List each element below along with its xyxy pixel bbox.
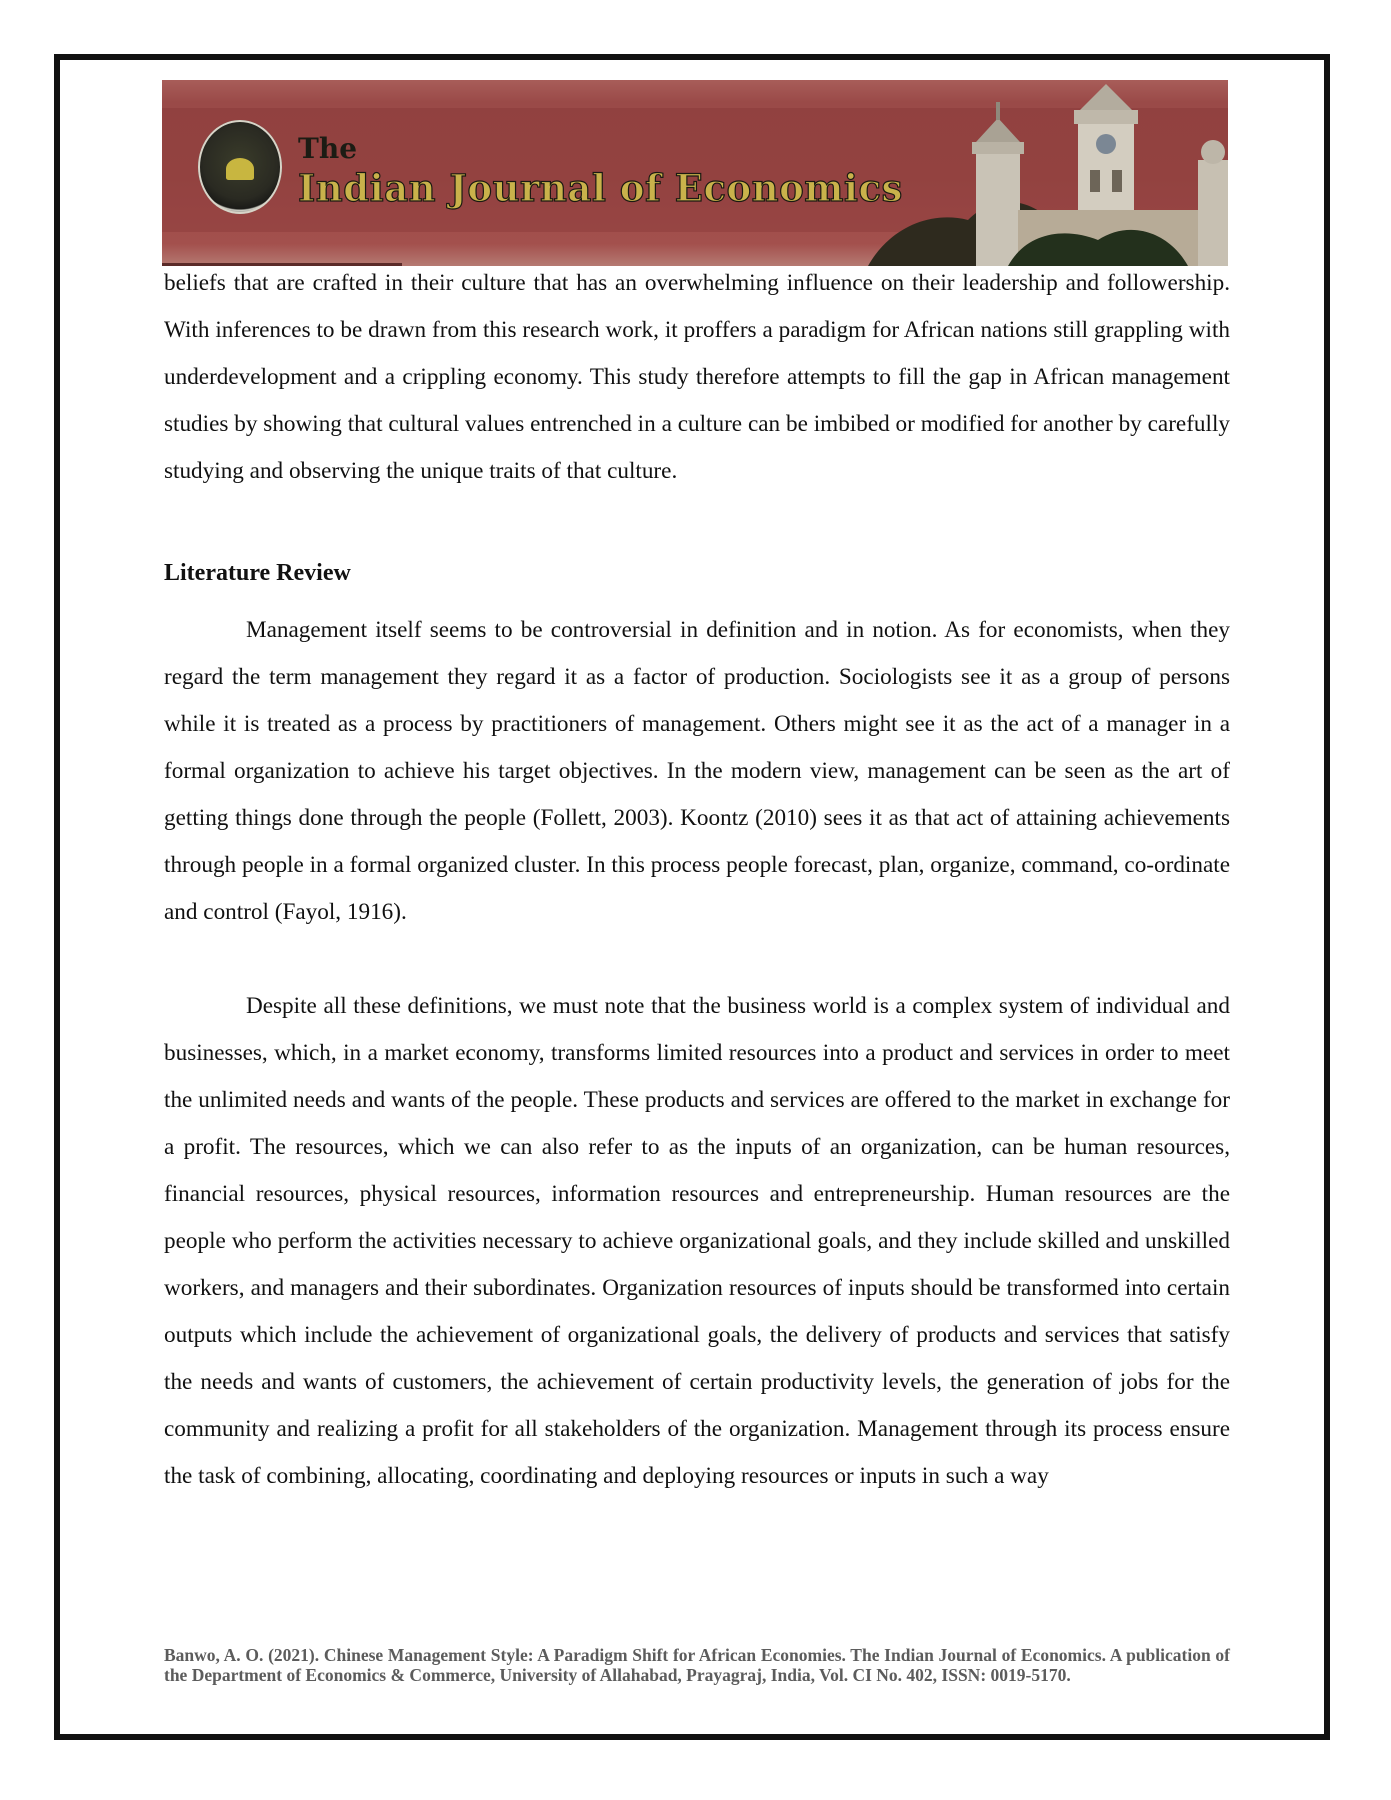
paragraph-text: beliefs that are crafted in their culture that has an overwhelming influence on their leadership and followership. With inferences to be drawn from this research work, it proffers a paradigm for African nations still grappling with underdevelopment and a crippling economy. This study therefore attempts to fill the gap in African management studies by showing that cultural values entrenched in a culture can be imbibed or modified for another by carefully studying and observing the unique traits of that culture. [164,270,1230,484]
journal-title: Indian Journal of Economics [298,166,903,210]
journal-title-the: The [298,132,358,165]
paragraph-1 [164,607,1230,936]
paragraph-text: Despite all these definitions, we must note that the business world is a complex system of individual and businesses, which, in a market economy, transforms limited resources into a product and services in order to meet the unlimited needs and wants of the people. These products and services are offered to the market in exchange for a profit. The resources, which we can also refer to as the inputs of an organization, can be human resources, financial resources, physical resources, information resources and entrepreneurship. Human resources are the people who perform the activities necessary to achieve organizational goals, and they include skilled and unskilled workers, and managers and their subordinates. Organization resources of inputs should be transformed into certain outputs which include the achievement of organizational goals, the delivery of products and services that satisfy the needs and wants of customers, the achievement of certain productivity levels, the generation of jobs for the community and realizing a profit for all stakeholders of the organization. Management through its process ensure the task of combining, allocating, coordinating and deploying resources or inputs in such a way [164,993,1230,1489]
journal-banner [162,80,1228,266]
paragraph-continued [164,260,1230,495]
section-heading: Literature Review [164,560,351,586]
paragraph-2 [164,983,1230,1500]
clock-tower-illustration [868,80,1228,266]
university-seal-icon [198,120,282,214]
seal-emblem [226,158,254,180]
citation-footer: Banwo, A. O. (2021). Chinese Management Style: A Paradigm Shift for African Economies. The Indian Journal of Economics. A publication of the Department of Economics & Commerce, University of Allahabad, Prayagraj, India, Vol. CI No. 402, ISSN: 0019-5170. [164,1645,1230,1685]
paragraph-text: Management itself seems to be controversial in definition and in notion. As for economists, when they regard the term management they regard it as a factor of production. Sociologists see it as a group of persons while it is treated as a process by practitioners of management. Others might see it as the act of a manager in a formal organization to achieve his target objectives. In the modern view, management can be seen as the art of getting things done through the people (Follett, 2003). Koontz (2010) sees it as that act of attaining achievements through people in a formal organized cluster. In this process people forecast, plan, organize, command, co-ordinate and control (Fayol, 1916). [164,617,1230,925]
